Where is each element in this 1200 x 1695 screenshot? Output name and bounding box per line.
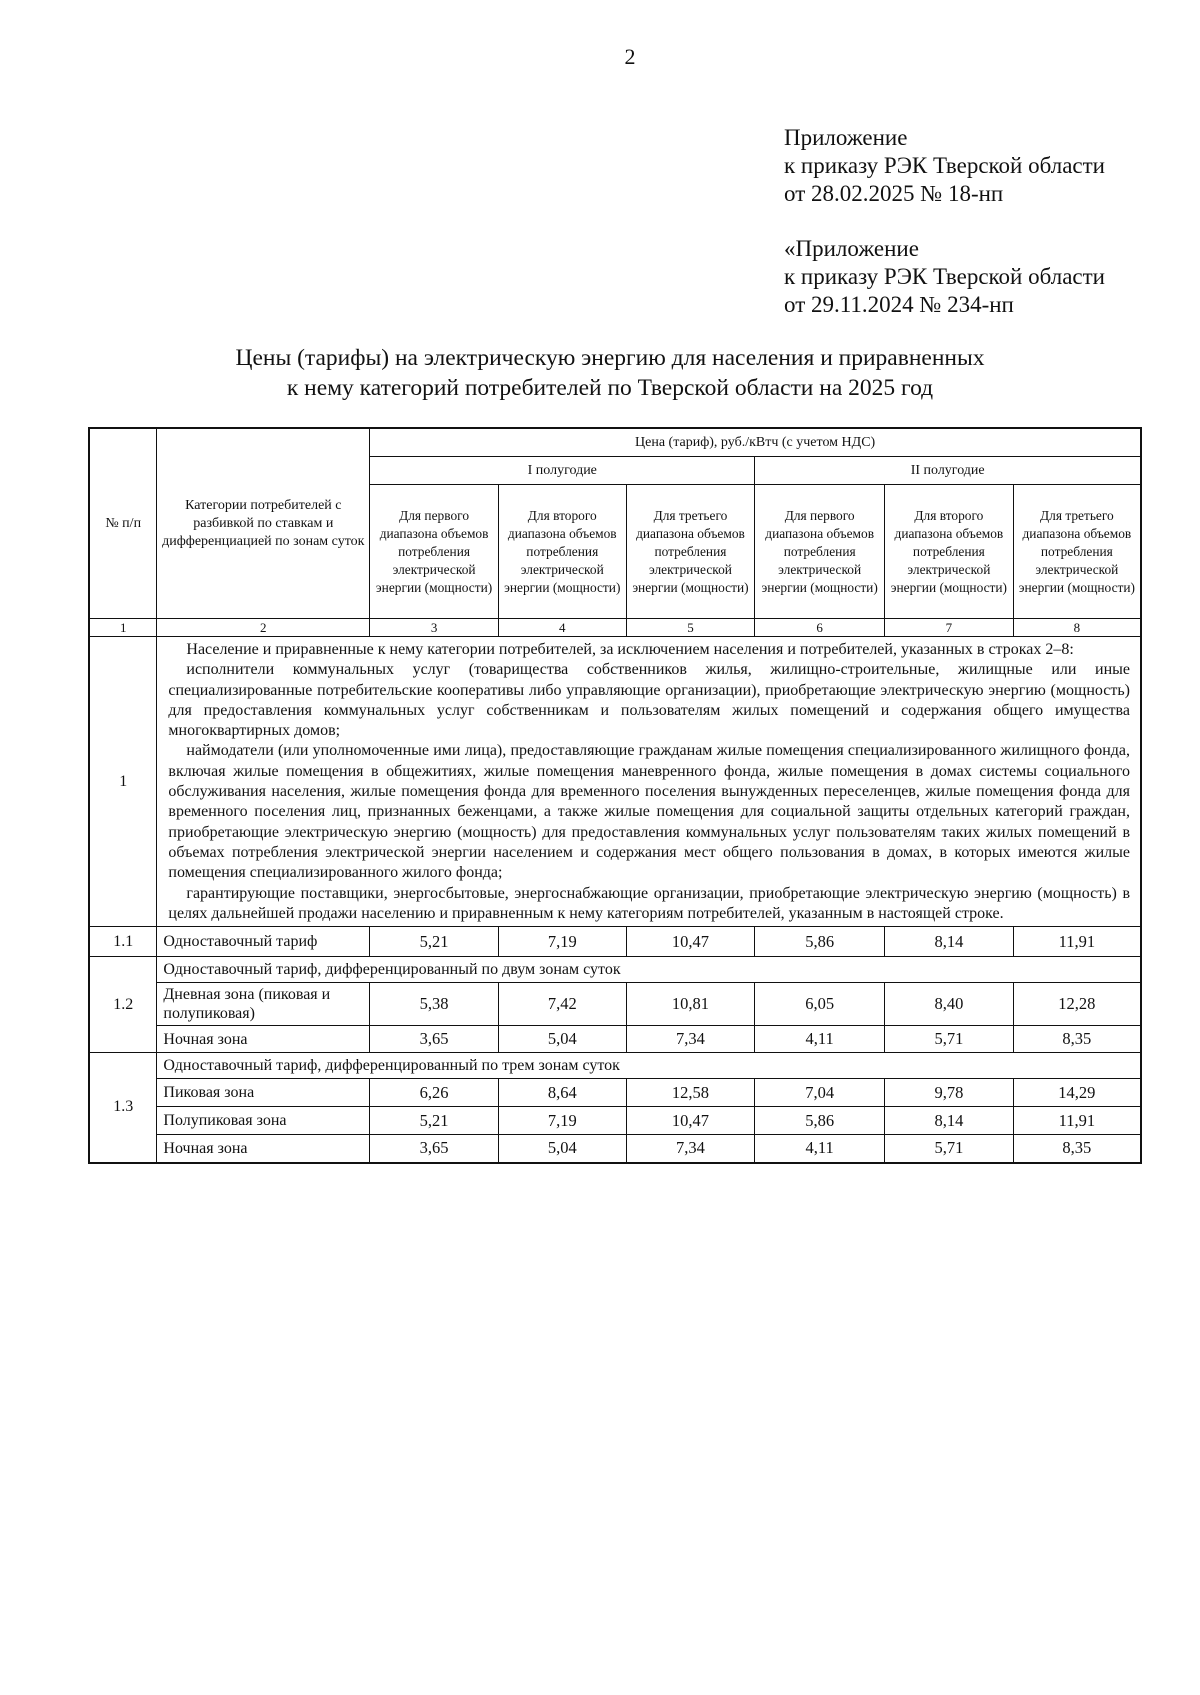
tariff-value: 12,28 [1013, 983, 1141, 1026]
tariff-value: 8,64 [498, 1079, 626, 1107]
table-row [89, 957, 1141, 983]
appendix-line: от 28.02.2025 № 18-нп [784, 181, 1004, 206]
tariff-group-label: Одноставочный тариф, дифференцированный по трем зонам суток [157, 1053, 1141, 1079]
tariff-value: 7,34 [626, 1026, 755, 1053]
appendix-line: «Приложение [784, 236, 919, 261]
range-header: Для третьего диапазона объемов потребления электрической энергии (мощности) [626, 485, 755, 619]
page-number: 2 [624, 44, 636, 69]
appendix-line: от 29.11.2024 № 234-нп [784, 292, 1014, 317]
row-number: 1.2 [89, 957, 157, 1053]
range-header: Для третьего диапазона объемов потребления электрической энергии (мощности) [1013, 485, 1141, 619]
tariff-value: 8,14 [885, 927, 1014, 957]
column-number: 1 [89, 619, 157, 637]
tariff-value: 7,19 [498, 927, 626, 957]
tariff-value: 4,11 [755, 1135, 885, 1163]
description-paragraph: Население и приравненные к нему категории потребителей, за исключением населения и потребителей, указанных в строках 2–8: [186, 641, 1074, 658]
tariff-value: 6,26 [370, 1079, 499, 1107]
description-paragraph: исполнители коммунальных услуг (товарищества собственников жилья, жилищно-строительные, жилищные или иные специализированные потребительские кооперативы либо управляющие организации), приобретающие электрическую энергию (мощность) для предоставления коммунальных услуг собственникам и пользователям жилых помещений и содержания общего имущества многоквартирных домов; [168, 661, 1130, 740]
description-paragraph: гарантирующие поставщики, энергосбытовые, энергоснабжающие организации, приобретающие электрическую энергию (мощность) в целях дальнейшей продажи населению и приравненным к нему категориям потребителей, указанным в настоящей строке. [168, 884, 1130, 922]
appendix-header-current [784, 124, 1105, 208]
range-header: Для второго диапазона объемов потребления электрической энергии (мощности) [498, 485, 626, 619]
tariff-value: 3,65 [370, 1135, 499, 1163]
tariff-value: 5,04 [498, 1135, 626, 1163]
table-header-row [89, 428, 1141, 457]
col-number-header: № п/п [89, 428, 157, 619]
tariff-value: 10,81 [626, 983, 755, 1026]
tariff-value: 7,42 [498, 983, 626, 1026]
table-row [89, 1053, 1141, 1079]
table-row [89, 637, 1141, 927]
tariff-value: 4,11 [755, 1026, 885, 1053]
table-row [89, 1026, 1141, 1053]
row-number: 1 [89, 637, 157, 927]
range-header: Для первого диапазона объемов потребления электрической энергии (мощности) [370, 485, 499, 619]
tariff-label: Пиковая зона [157, 1079, 370, 1107]
tariff-label: Полупиковая зона [157, 1107, 370, 1135]
tariff-value: 10,47 [626, 927, 755, 957]
half-year-1-header: I полугодие [370, 457, 755, 485]
document-title [150, 343, 1070, 403]
appendix-line: к приказу РЭК Тверской области [784, 153, 1105, 178]
tariff-label: Ночная зона [157, 1026, 370, 1053]
column-number: 4 [498, 619, 626, 637]
table-row [89, 927, 1141, 957]
tariff-value: 10,47 [626, 1107, 755, 1135]
tariff-value: 6,05 [755, 983, 885, 1026]
tariff-value: 14,29 [1013, 1079, 1141, 1107]
range-header: Для второго диапазона объемов потребления электрической энергии (мощности) [885, 485, 1014, 619]
table-row [89, 983, 1141, 1026]
tariff-label: Дневная зона (пиковая и полупиковая) [157, 983, 370, 1026]
range-header: Для первого диапазона объемов потребления электрической энергии (мощности) [755, 485, 885, 619]
tariff-value: 3,65 [370, 1026, 499, 1053]
tariff-value: 9,78 [885, 1079, 1014, 1107]
tariff-label: Одноставочный тариф [157, 927, 370, 957]
column-number-row [89, 619, 1141, 637]
tariff-value: 8,40 [885, 983, 1014, 1026]
description-paragraph: наймодатели (или уполномоченные ими лица), предоставляющие гражданам жилые помещения специализированного жилищного фонда, включая жилые помещения в общежитиях, жилые помещения маневренного фонда, жилые помещения в домах системы социального обслуживания населения, жилые помещения фонда для временного поселения вынужденных переселенцев, жилые помещения фонда для временного поселения лиц, признанных беженцами, а также жилые помещения для социальной защиты отдельных категорий граждан, приобретающие электрическую энергию (мощность) для предоставления коммунальных услуг пользователям таких жилых помещений в объемах потребления электрической энергии населением и содержания мест общего пользования в домах, в которых имеются жилые помещения специализированного жилого фонда; [168, 742, 1130, 882]
tariff-value: 5,21 [370, 927, 499, 957]
table-row [89, 1107, 1141, 1135]
tariff-group-label: Одноставочный тариф, дифференцированный по двум зонам суток [157, 957, 1141, 983]
tariff-value: 5,21 [370, 1107, 499, 1135]
tariff-value: 5,86 [755, 1107, 885, 1135]
tariff-label: Ночная зона [157, 1135, 370, 1163]
tariff-value: 11,91 [1013, 927, 1141, 957]
column-number: 3 [370, 619, 499, 637]
tariff-value: 11,91 [1013, 1107, 1141, 1135]
tariff-value: 5,71 [885, 1135, 1014, 1163]
tariff-table [88, 427, 1142, 1164]
appendix-line: Приложение [784, 125, 908, 150]
table-row [89, 1135, 1141, 1163]
tariff-value: 7,34 [626, 1135, 755, 1163]
tariff-value: 7,04 [755, 1079, 885, 1107]
tariff-value: 5,04 [498, 1026, 626, 1053]
tariff-value: 8,35 [1013, 1135, 1141, 1163]
tariff-value: 8,14 [885, 1107, 1014, 1135]
row-number: 1.3 [89, 1053, 157, 1163]
appendix-line: к приказу РЭК Тверской области [784, 264, 1105, 289]
col-category-header: Категории потребителей с разбивкой по ставкам и дифференциацией по зонам суток [157, 428, 370, 619]
title-line: к нему категорий потребителей по Тверской области на 2025 год [286, 375, 934, 401]
tariff-value: 12,58 [626, 1079, 755, 1107]
category-description [157, 637, 1141, 927]
title-line: Цены (тарифы) на электрическую энергию для населения и приравненных [235, 345, 985, 371]
half-year-2-header: II полугодие [755, 457, 1141, 485]
column-number: 8 [1013, 619, 1141, 637]
column-number: 6 [755, 619, 885, 637]
column-number: 2 [157, 619, 370, 637]
appendix-header-previous [784, 235, 1105, 319]
tariff-value: 5,38 [370, 983, 499, 1026]
tariff-value: 5,86 [755, 927, 885, 957]
column-number: 5 [626, 619, 755, 637]
tariff-value: 8,35 [1013, 1026, 1141, 1053]
table-row [89, 1079, 1141, 1107]
column-number: 7 [885, 619, 1014, 637]
tariff-value: 5,71 [885, 1026, 1014, 1053]
row-number: 1.1 [89, 927, 157, 957]
price-header: Цена (тариф), руб./кВтч (с учетом НДС) [370, 428, 1141, 457]
tariff-value: 7,19 [498, 1107, 626, 1135]
